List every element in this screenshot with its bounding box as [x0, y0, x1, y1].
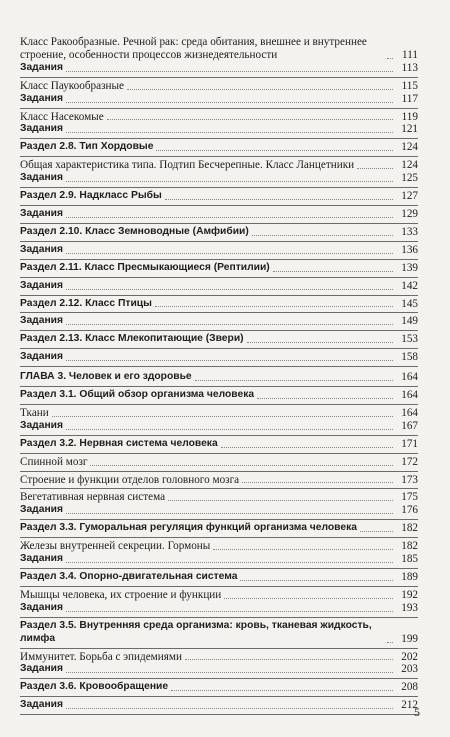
- toc-entry: [20, 389, 418, 402]
- toc-entry-page: 182: [401, 540, 418, 553]
- dot-leader: [66, 324, 393, 325]
- dot-leader: [66, 611, 393, 612]
- toc-entry: [20, 159, 418, 172]
- dot-leader: [387, 642, 393, 643]
- toc-entry-page: 192: [401, 588, 418, 601]
- divider-line: [20, 156, 418, 157]
- toc-entry: [20, 602, 418, 615]
- toc-entry-page: 212: [401, 699, 418, 712]
- toc-entry-title: Спинной мозг: [20, 455, 88, 468]
- toc-entry-page: 172: [401, 455, 418, 468]
- toc-entry-page: 182: [401, 522, 418, 535]
- toc-entry: [20, 36, 418, 62]
- divider-line: [20, 519, 418, 520]
- toc-entry: [20, 315, 418, 328]
- toc-entry-page: 176: [401, 504, 418, 517]
- toc-entry: [20, 540, 418, 553]
- dot-leader: [195, 380, 393, 381]
- toc-entry-title: Строение и функции отделов головного мозга: [20, 473, 240, 486]
- dot-leader: [185, 659, 393, 660]
- divider-line: [20, 648, 418, 649]
- toc-entry-page: 153: [401, 333, 418, 346]
- toc-entry-page: 124: [401, 159, 418, 172]
- divider-line: [20, 714, 418, 715]
- divider-line: [20, 404, 418, 405]
- dot-leader: [242, 482, 393, 483]
- divider-line: [20, 537, 418, 538]
- dot-leader: [252, 235, 393, 236]
- toc-entry-title: Раздел 2.11. Класс Пресмыкающиеся (Рептилии): [20, 261, 270, 273]
- toc-entry: [20, 681, 418, 694]
- toc-entry: [20, 420, 418, 433]
- toc-entry: [20, 491, 418, 504]
- toc-entry-title: Раздел 2.9. Надкласс Рыбы: [20, 190, 162, 202]
- toc-entry-title: Железы внутренней секреции. Гормоны: [20, 540, 211, 553]
- toc-entry-title: Класс Насекомые: [20, 110, 104, 123]
- toc-entry-page: 117: [401, 92, 418, 105]
- toc-entry-title: Ткани: [20, 406, 49, 419]
- toc-entry: [20, 190, 418, 203]
- toc-entry: [20, 208, 418, 221]
- divider-line: [20, 205, 418, 206]
- toc-entry-title: Раздел 2.10. Класс Земноводные (Амфибии): [20, 225, 249, 237]
- dot-leader: [221, 447, 393, 448]
- toc-entry-title: Задания: [20, 279, 63, 291]
- dot-leader: [360, 531, 393, 532]
- dot-leader: [357, 168, 393, 169]
- toc-entry-title: Задания: [20, 61, 63, 73]
- divider-line: [20, 330, 418, 331]
- toc-entry: [20, 298, 418, 311]
- divider-line: [20, 471, 418, 472]
- toc-entry: [20, 262, 418, 275]
- dot-leader: [224, 598, 393, 599]
- toc-entry: [20, 93, 418, 106]
- toc-entry: [20, 589, 418, 602]
- toc-entry: [20, 522, 418, 535]
- toc-entry-page: 127: [401, 190, 418, 203]
- toc-entry-page: 185: [401, 553, 418, 566]
- toc-entry-title: Раздел 3.6. Кровообращение: [20, 681, 169, 693]
- toc-entry-title: Раздел 3.2. Нервная система человека: [20, 437, 218, 449]
- dot-leader: [213, 549, 393, 550]
- divider-line: [20, 586, 418, 587]
- toc-entry-title: Задания: [20, 553, 63, 565]
- toc-entry-title: Мышцы человека, их строение и функции: [20, 588, 222, 601]
- toc-entry-title: Раздел 2.8. Тип Хордовые: [20, 141, 154, 153]
- dot-leader: [168, 500, 393, 501]
- dot-leader: [66, 360, 393, 361]
- dot-leader: [66, 102, 393, 103]
- toc-entry: [20, 280, 418, 293]
- dot-leader: [52, 416, 393, 417]
- toc-entry-title: Раздел 3.3. Гуморальная регуляция функций организма человека: [20, 522, 357, 534]
- toc-entry-page: 203: [401, 663, 418, 676]
- toc-entry-page: 133: [401, 225, 418, 238]
- page-number: 5: [414, 705, 420, 719]
- dot-leader: [66, 217, 393, 218]
- dot-leader: [387, 58, 393, 59]
- toc-entry: [20, 407, 418, 420]
- toc-entry-title: Задания: [20, 207, 63, 219]
- toc-entry-title: Раздел 3.4. Опорно-двигательная система: [20, 571, 238, 582]
- divider-line: [20, 277, 418, 278]
- toc-entry-title: Раздел 3.1. Общий обзор организма человека: [20, 389, 255, 401]
- toc-entry-title: Раздел 2.13. Класс Млекопитающие (Звери): [20, 333, 244, 345]
- toc-entry-title: Вегетативная нервная система: [20, 491, 166, 504]
- toc-entry-page: 124: [401, 141, 418, 154]
- toc-entry-title: Раздел 2.12. Класс Птицы: [20, 297, 152, 309]
- toc-entry-page: 175: [401, 491, 418, 504]
- toc-entry-page: 193: [401, 601, 418, 614]
- divider-line: [20, 241, 418, 242]
- divider-line: [20, 386, 418, 387]
- toc-entry: [20, 620, 418, 646]
- divider-line: [20, 108, 418, 109]
- divider-line: [20, 187, 418, 188]
- toc-entry: [20, 474, 418, 487]
- toc-entry-page: 139: [401, 261, 418, 274]
- dot-leader: [66, 181, 393, 182]
- dot-leader: [66, 672, 393, 673]
- toc-entry-title: ГЛАВА 3. Человек и его здоровье: [20, 371, 192, 383]
- toc-entry-title: Задания: [20, 601, 63, 613]
- toc-entry-title: Задания: [20, 123, 63, 135]
- toc-entry-page: 164: [401, 371, 418, 384]
- dot-leader: [66, 708, 393, 709]
- toc-entry-title: Иммунитет. Борьба с эпидемиями: [20, 650, 182, 663]
- toc-entry-title: Задания: [20, 663, 63, 675]
- toc-entry: [20, 371, 418, 384]
- toc-entry-title: Задания: [20, 351, 63, 363]
- toc-entry: [20, 62, 418, 75]
- dot-leader: [273, 271, 393, 272]
- toc-entry-page: 125: [401, 172, 418, 185]
- dot-leader: [90, 465, 393, 466]
- toc-entry-title: Задания: [20, 504, 63, 516]
- toc-entry-page: 142: [401, 279, 418, 292]
- toc-entry-page: 158: [401, 351, 418, 364]
- dot-leader: [165, 199, 393, 200]
- toc-entry: [20, 333, 418, 346]
- toc-entry: [20, 80, 418, 93]
- dot-leader: [127, 89, 393, 90]
- toc-entry-page: 167: [401, 419, 418, 432]
- toc-entry-page: 164: [401, 406, 418, 419]
- divider-line: [20, 312, 418, 313]
- toc-entry-page: 136: [401, 243, 418, 256]
- dot-leader: [257, 398, 393, 399]
- toc-entry-page: 145: [401, 297, 418, 310]
- toc-entry-title: Раздел 3.5. Внутренняя среда организма: кровь, тканевая жидкость, лимфа: [20, 619, 372, 644]
- divider-line: [20, 696, 418, 697]
- toc-entry-title: Класс Паукообразные: [20, 79, 125, 92]
- dot-leader: [66, 132, 393, 133]
- dot-leader: [66, 253, 393, 254]
- toc-entry: [20, 504, 418, 517]
- toc-entry: [20, 123, 418, 136]
- toc-entry-page: 129: [401, 207, 418, 220]
- dot-leader: [66, 71, 393, 72]
- dot-leader: [66, 429, 393, 430]
- divider-line: [20, 568, 418, 569]
- toc-entry-page: 199: [401, 632, 418, 645]
- toc-entry-page: 189: [401, 571, 418, 583]
- divider-line: [20, 366, 418, 367]
- toc-entry-page: 202: [401, 650, 418, 663]
- toc-entry: [20, 571, 418, 584]
- dot-leader: [155, 306, 393, 307]
- toc-entry-page: 171: [401, 437, 418, 450]
- toc-entry: [20, 226, 418, 239]
- dot-leader: [247, 342, 393, 343]
- toc-entry-page: 111: [402, 48, 418, 61]
- dot-leader: [66, 562, 393, 563]
- dot-leader: [66, 513, 393, 514]
- toc-entry: [20, 351, 418, 364]
- toc-entry-title: Задания: [20, 243, 63, 255]
- toc-entry-title: Задания: [20, 419, 63, 431]
- divider-line: [20, 678, 418, 679]
- toc-entry: [20, 456, 418, 469]
- toc-entry-title: Задания: [20, 92, 63, 104]
- toc-entry: [20, 651, 418, 664]
- dot-leader: [66, 289, 393, 290]
- dot-leader: [107, 119, 393, 120]
- table-of-contents: [20, 36, 418, 717]
- divider-line: [20, 617, 418, 618]
- toc-entry-page: 113: [401, 61, 418, 74]
- divider-line: [20, 223, 418, 224]
- divider-line: [20, 77, 418, 78]
- divider-line: [20, 138, 418, 139]
- toc-entry: [20, 553, 418, 566]
- toc-entry-title: Задания: [20, 699, 63, 711]
- toc-entry-title: Общая характеристика типа. Подтип Бесчерепные. Класс Ланцетники: [20, 159, 355, 172]
- toc-entry: [20, 111, 418, 124]
- divider-line: [20, 295, 418, 296]
- toc-entry: [20, 172, 418, 185]
- toc-entry: [20, 244, 418, 257]
- toc-entry-page: 115: [401, 79, 418, 92]
- divider-line: [20, 488, 418, 489]
- divider-line: [20, 453, 418, 454]
- divider-line: [20, 259, 418, 260]
- toc-entry: [20, 438, 418, 451]
- divider-line: [20, 348, 418, 349]
- toc-entry: [20, 699, 418, 712]
- divider-line: [20, 435, 418, 436]
- toc-entry-title: Класс Ракообразные. Речной рак: среда обитания, внешнее и внутреннее строение, особенности процессов жизнедеятельности: [20, 36, 367, 61]
- dot-leader: [156, 150, 393, 151]
- dot-leader: [240, 580, 393, 581]
- toc-entry-page: 149: [401, 315, 418, 328]
- toc-entry-page: 173: [401, 473, 418, 486]
- toc-entry: [20, 663, 418, 676]
- toc-entry: [20, 141, 418, 154]
- toc-entry-title: Задания: [20, 172, 63, 184]
- toc-entry-page: 119: [401, 110, 418, 123]
- toc-entry-page: 164: [401, 389, 418, 402]
- toc-entry-title: Задания: [20, 315, 63, 327]
- toc-entry-page: 208: [401, 681, 418, 694]
- toc-entry-page: 121: [401, 123, 418, 136]
- dot-leader: [171, 690, 393, 691]
